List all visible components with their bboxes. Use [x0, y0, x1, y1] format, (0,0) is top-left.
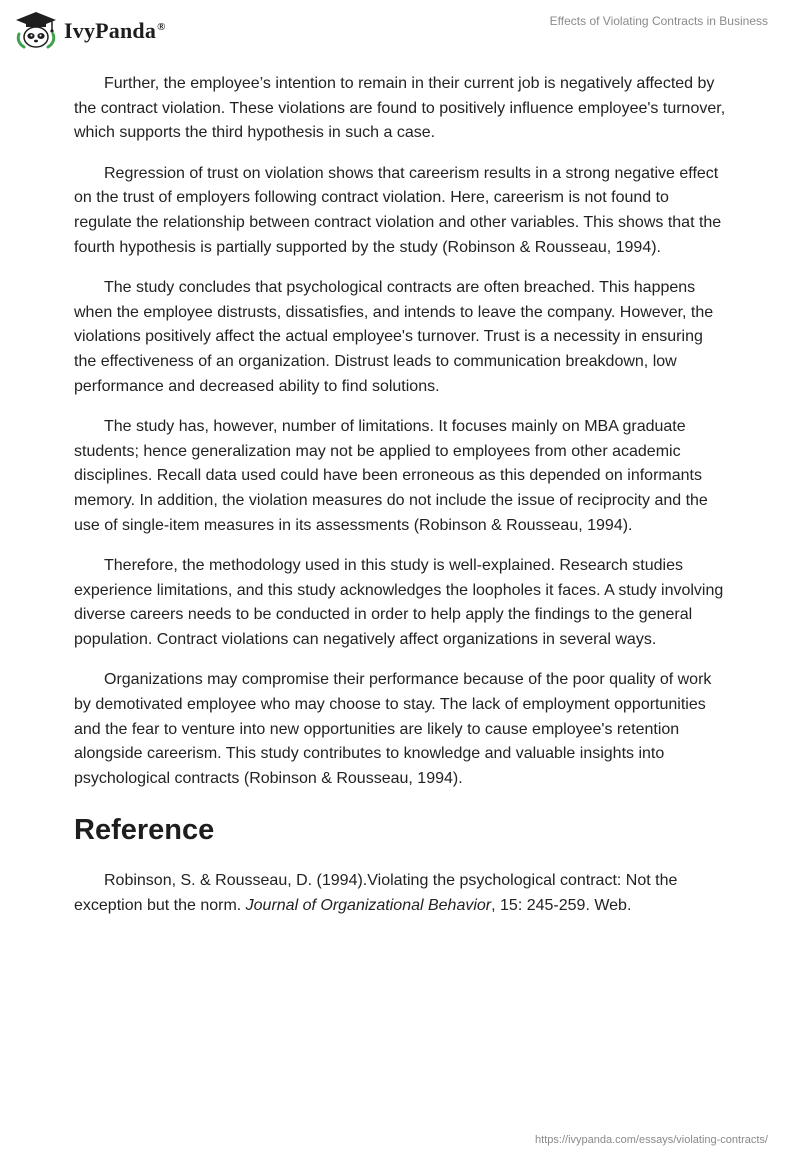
ivypanda-logo[interactable] [14, 10, 166, 50]
source-url[interactable]: https://ivypanda.com/essays/violating-contracts/ [535, 1134, 768, 1146]
reference-journal: Journal of Organizational Behavior [245, 897, 492, 915]
paragraph-5: Therefore, the methodology used in this study is well-explained. Research studies experience limitations, and this study acknowledges the loopholes it faces. A study involving diverse careers needs to be conducted in order to help apply the findings to the general population. Contract violations can negatively affect organizations in several ways. [74, 557, 724, 648]
paragraph-2: Regression of trust on violation shows that careerism results in a strong negative effect on the trust of employers following contract violation. Here, careerism is not found to regulate the relationship between contract violation and other variables. This shows that the fourth hypothesis is partially supported by the study (Robinson & Rousseau, 1994). [74, 164, 722, 256]
essay-body [74, 72, 726, 935]
reference-entry [74, 869, 726, 918]
paragraph-1: Further, the employee’s intention to remain in their current job is negatively affected by the contract violation. These violations are found to positively influence employee's turnover, which supports the third hypothesis in such a case. [74, 75, 726, 142]
document-title: Effects of Violating Contracts in Business [549, 14, 768, 28]
paragraph-4: The study has, however, number of limitations. It focuses mainly on MBA graduate students; hence generalization may not be applied to employees from other academic disciplines. Recall data used could have been erroneous as this depended on informants memory. In addition, the violation measures do not include the issue of reciprocity and the use of single-item measures in its assessments (Robinson & Rousseau, 1994). [74, 418, 708, 534]
paragraph-6: Organizations may compromise their performance because of the poor quality of work by demotivated employee who may choose to stay. The lack of employment opportunities and the fear to venture into new opportunities are likely to cause employee's retention alongside careerism. This study contributes to knowledge and valuable insights into psychological contracts (Robinson & Rousseau, 1994). [74, 671, 712, 787]
reference-text-after: , 15: 245-259. Web. [491, 897, 632, 915]
reference-text-before: Robinson, S. & Rousseau, D. (1994).Violating the psychological contract: Not the exception but the norm. [74, 872, 678, 915]
panda-graduate-icon [14, 10, 58, 50]
page-header [0, 0, 800, 64]
paragraph-3: The study concludes that psychological contracts are often breached. This happens when the employee distrusts, dissatisfies, and intends to leave the company. However, the violations positively affect the actual employee's turnover. Trust is a necessity in ensuring the effectiveness of an organization. Distrust leads to communication breakdown, low performance and decreased ability to find solutions. [74, 279, 714, 395]
logo-text: IvyPanda® [64, 18, 166, 43]
reference-heading: Reference [74, 814, 215, 847]
registered-mark: ® [157, 20, 166, 33]
